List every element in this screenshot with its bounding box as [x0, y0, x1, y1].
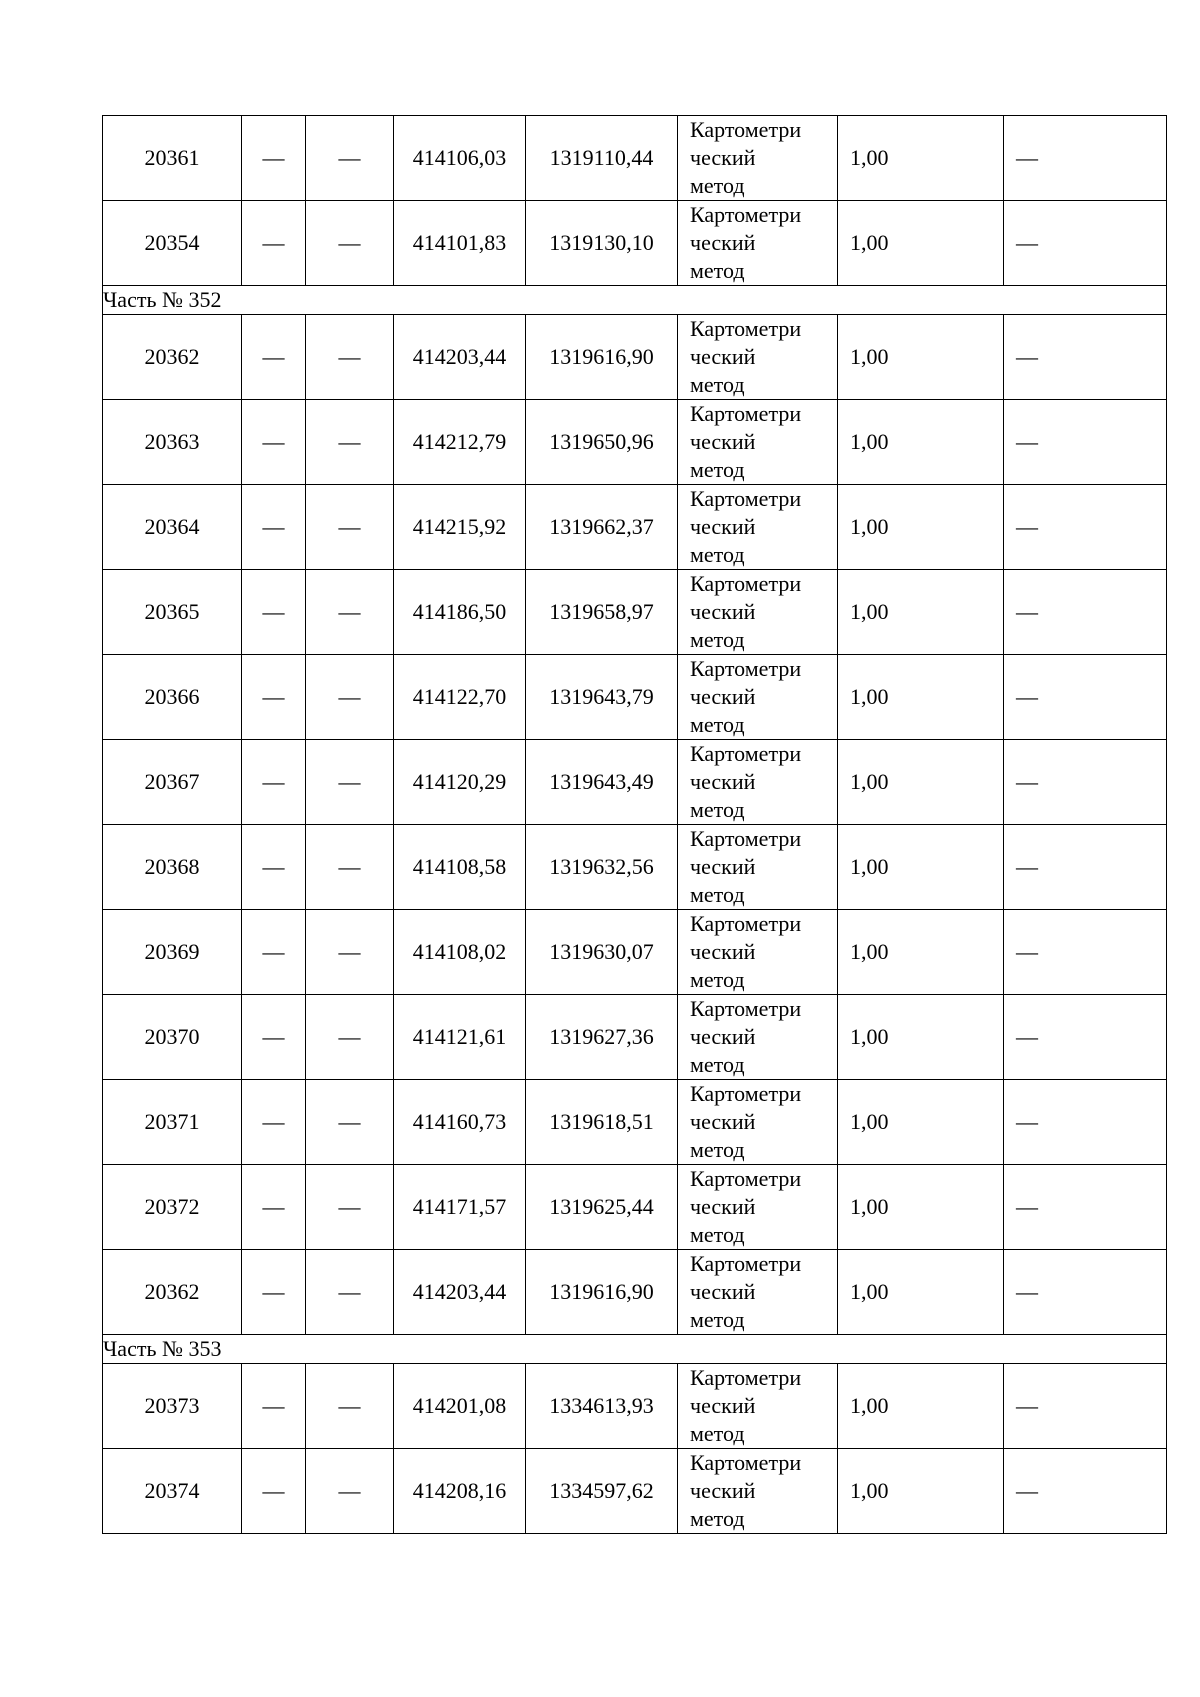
method-text-line: Картометри — [690, 401, 802, 426]
point-number: 20365 — [103, 570, 242, 655]
method-text-line: Картометри — [690, 1251, 802, 1276]
empty-dash-cell: — — [306, 910, 394, 995]
coordinate-y: 1319625,44 — [526, 1165, 678, 1250]
method-text-line: метод — [690, 173, 745, 198]
coordinate-y: 1319643,49 — [526, 740, 678, 825]
empty-dash-cell: — — [1004, 1364, 1167, 1449]
accuracy-value: 1,00 — [838, 400, 1004, 485]
method-cell — [678, 655, 838, 740]
empty-dash-cell: — — [242, 995, 306, 1080]
method-text-line: ческий — [690, 599, 756, 624]
method-text-line: метод — [690, 712, 745, 737]
table-row — [103, 570, 1167, 655]
empty-dash-cell: — — [1004, 740, 1167, 825]
method-text-line: Картометри — [690, 826, 802, 851]
coordinate-y: 1319658,97 — [526, 570, 678, 655]
empty-dash-cell: — — [242, 825, 306, 910]
accuracy-value: 1,00 — [838, 1080, 1004, 1165]
coordinate-x: 414186,50 — [394, 570, 526, 655]
coordinate-x: 414120,29 — [394, 740, 526, 825]
empty-dash-cell: — — [306, 570, 394, 655]
method-text-line: ческий — [690, 1279, 756, 1304]
coordinate-y: 1319662,37 — [526, 485, 678, 570]
coordinate-y: 1319650,96 — [526, 400, 678, 485]
accuracy-value: 1,00 — [838, 825, 1004, 910]
method-cell — [678, 995, 838, 1080]
empty-dash-cell: — — [1004, 910, 1167, 995]
point-number: 20361 — [103, 116, 242, 201]
coordinate-y: 1319630,07 — [526, 910, 678, 995]
method-cell — [678, 910, 838, 995]
point-number: 20370 — [103, 995, 242, 1080]
accuracy-value: 1,00 — [838, 1364, 1004, 1449]
method-cell — [678, 825, 838, 910]
empty-dash-cell: — — [242, 201, 306, 286]
part-header-row — [103, 286, 1167, 315]
method-text-line: Картометри — [690, 996, 802, 1021]
method-text-line: ческий — [690, 1109, 756, 1134]
coordinate-x: 414160,73 — [394, 1080, 526, 1165]
coordinate-x: 414208,16 — [394, 1449, 526, 1534]
method-text-line: метод — [690, 1506, 745, 1531]
method-text-line: Картометри — [690, 656, 802, 681]
part-label: Часть № 352 — [103, 286, 1167, 315]
empty-dash-cell: — — [1004, 116, 1167, 201]
table-row — [103, 1080, 1167, 1165]
empty-dash-cell: — — [242, 655, 306, 740]
point-number: 20364 — [103, 485, 242, 570]
empty-dash-cell: — — [306, 1080, 394, 1165]
coordinate-y: 1319643,79 — [526, 655, 678, 740]
table-row — [103, 995, 1167, 1080]
empty-dash-cell: — — [242, 1250, 306, 1335]
empty-dash-cell: — — [306, 315, 394, 400]
accuracy-value: 1,00 — [838, 116, 1004, 201]
point-number: 20366 — [103, 655, 242, 740]
empty-dash-cell: — — [242, 1080, 306, 1165]
method-cell — [678, 1364, 838, 1449]
table-row — [103, 825, 1167, 910]
accuracy-value: 1,00 — [838, 1165, 1004, 1250]
table-row — [103, 315, 1167, 400]
table-row — [103, 1449, 1167, 1534]
coordinate-y: 1319627,36 — [526, 995, 678, 1080]
coordinate-x: 414201,08 — [394, 1364, 526, 1449]
coordinate-y: 1319632,56 — [526, 825, 678, 910]
method-text-line: Картометри — [690, 1081, 802, 1106]
method-text-line: Картометри — [690, 202, 802, 227]
method-text-line: ческий — [690, 145, 756, 170]
method-text-line: Картометри — [690, 1450, 802, 1475]
method-text-line: Картометри — [690, 571, 802, 596]
point-number: 20362 — [103, 1250, 242, 1335]
method-text-line: ческий — [690, 514, 756, 539]
accuracy-value: 1,00 — [838, 485, 1004, 570]
accuracy-value: 1,00 — [838, 740, 1004, 825]
method-text-line: Картометри — [690, 486, 802, 511]
method-cell — [678, 570, 838, 655]
coordinate-x: 414121,61 — [394, 995, 526, 1080]
accuracy-value: 1,00 — [838, 910, 1004, 995]
method-cell — [678, 201, 838, 286]
empty-dash-cell: — — [1004, 570, 1167, 655]
empty-dash-cell: — — [1004, 400, 1167, 485]
empty-dash-cell: — — [306, 1250, 394, 1335]
point-number: 20354 — [103, 201, 242, 286]
coordinate-x: 414122,70 — [394, 655, 526, 740]
method-text-line: метод — [690, 967, 745, 992]
method-text-line: метод — [690, 1222, 745, 1247]
method-text-line: метод — [690, 627, 745, 652]
accuracy-value: 1,00 — [838, 655, 1004, 740]
empty-dash-cell: — — [242, 1449, 306, 1534]
method-text-line: метод — [690, 542, 745, 567]
point-number: 20363 — [103, 400, 242, 485]
method-text-line: метод — [690, 797, 745, 822]
coordinate-y: 1319616,90 — [526, 315, 678, 400]
empty-dash-cell: — — [1004, 1165, 1167, 1250]
empty-dash-cell: — — [306, 740, 394, 825]
table-row — [103, 116, 1167, 201]
empty-dash-cell: — — [306, 825, 394, 910]
table-row — [103, 400, 1167, 485]
empty-dash-cell: — — [1004, 201, 1167, 286]
accuracy-value: 1,00 — [838, 570, 1004, 655]
accuracy-value: 1,00 — [838, 201, 1004, 286]
accuracy-value: 1,00 — [838, 995, 1004, 1080]
empty-dash-cell: — — [1004, 1080, 1167, 1165]
method-text-line: Картометри — [690, 741, 802, 766]
empty-dash-cell: — — [306, 201, 394, 286]
coordinate-y: 1319618,51 — [526, 1080, 678, 1165]
empty-dash-cell: — — [242, 740, 306, 825]
method-text-line: Картометри — [690, 911, 802, 936]
method-text-line: Картометри — [690, 117, 802, 142]
empty-dash-cell: — — [306, 485, 394, 570]
coordinate-x: 414108,02 — [394, 910, 526, 995]
point-number: 20374 — [103, 1449, 242, 1534]
point-number: 20368 — [103, 825, 242, 910]
empty-dash-cell: — — [306, 116, 394, 201]
empty-dash-cell: — — [306, 400, 394, 485]
empty-dash-cell: — — [306, 1449, 394, 1534]
point-number: 20372 — [103, 1165, 242, 1250]
empty-dash-cell: — — [242, 400, 306, 485]
method-text-line: ческий — [690, 854, 756, 879]
empty-dash-cell: — — [1004, 1449, 1167, 1534]
coordinate-y: 1319130,10 — [526, 201, 678, 286]
coordinate-y: 1334613,93 — [526, 1364, 678, 1449]
empty-dash-cell: — — [242, 1364, 306, 1449]
empty-dash-cell: — — [1004, 655, 1167, 740]
table-row — [103, 201, 1167, 286]
part-label: Часть № 353 — [103, 1335, 1167, 1364]
method-text-line: ческий — [690, 769, 756, 794]
coordinate-x: 414203,44 — [394, 315, 526, 400]
method-text-line: метод — [690, 1052, 745, 1077]
point-number: 20373 — [103, 1364, 242, 1449]
coordinate-y: 1319616,90 — [526, 1250, 678, 1335]
empty-dash-cell: — — [242, 315, 306, 400]
empty-dash-cell: — — [242, 570, 306, 655]
method-cell — [678, 1080, 838, 1165]
table-row — [103, 740, 1167, 825]
method-text-line: ческий — [690, 1478, 756, 1503]
coordinate-x: 414108,58 — [394, 825, 526, 910]
method-cell — [678, 1250, 838, 1335]
empty-dash-cell: — — [1004, 315, 1167, 400]
empty-dash-cell: — — [242, 1165, 306, 1250]
method-text-line: Картометри — [690, 1365, 802, 1390]
table-row — [103, 1165, 1167, 1250]
method-text-line: ческий — [690, 1194, 756, 1219]
point-number: 20367 — [103, 740, 242, 825]
point-number: 20371 — [103, 1080, 242, 1165]
empty-dash-cell: — — [306, 1364, 394, 1449]
coordinates-table — [102, 115, 1167, 1534]
method-text-line: ческий — [690, 1024, 756, 1049]
method-cell — [678, 400, 838, 485]
method-text-line: Картометри — [690, 1166, 802, 1191]
coordinate-x: 414212,79 — [394, 400, 526, 485]
table-row — [103, 910, 1167, 995]
method-cell — [678, 1165, 838, 1250]
method-text-line: Картометри — [690, 316, 802, 341]
method-text-line: ческий — [690, 684, 756, 709]
coordinate-x: 414215,92 — [394, 485, 526, 570]
point-number: 20362 — [103, 315, 242, 400]
method-text-line: метод — [690, 372, 745, 397]
coordinate-y: 1334597,62 — [526, 1449, 678, 1534]
method-text-line: метод — [690, 882, 745, 907]
empty-dash-cell: — — [242, 485, 306, 570]
accuracy-value: 1,00 — [838, 1250, 1004, 1335]
part-header-row — [103, 1335, 1167, 1364]
empty-dash-cell: — — [306, 1165, 394, 1250]
method-text-line: ческий — [690, 344, 756, 369]
method-text-line: метод — [690, 258, 745, 283]
method-text-line: ческий — [690, 939, 756, 964]
empty-dash-cell: — — [1004, 825, 1167, 910]
method-cell — [678, 1449, 838, 1534]
point-number: 20369 — [103, 910, 242, 995]
method-cell — [678, 116, 838, 201]
method-cell — [678, 740, 838, 825]
coordinate-x: 414203,44 — [394, 1250, 526, 1335]
coordinate-x: 414101,83 — [394, 201, 526, 286]
method-text-line: метод — [690, 1137, 745, 1162]
table-row — [103, 1364, 1167, 1449]
accuracy-value: 1,00 — [838, 315, 1004, 400]
method-text-line: ческий — [690, 1393, 756, 1418]
coordinate-x: 414171,57 — [394, 1165, 526, 1250]
method-text-line: метод — [690, 457, 745, 482]
empty-dash-cell: — — [306, 655, 394, 740]
empty-dash-cell: — — [1004, 995, 1167, 1080]
method-text-line: метод — [690, 1307, 745, 1332]
empty-dash-cell: — — [1004, 1250, 1167, 1335]
empty-dash-cell: — — [242, 910, 306, 995]
method-cell — [678, 315, 838, 400]
empty-dash-cell: — — [306, 995, 394, 1080]
table-row — [103, 1250, 1167, 1335]
table-body — [103, 116, 1167, 1534]
coordinate-y: 1319110,44 — [526, 116, 678, 201]
coordinate-x: 414106,03 — [394, 116, 526, 201]
empty-dash-cell: — — [242, 116, 306, 201]
method-cell — [678, 485, 838, 570]
empty-dash-cell: — — [1004, 485, 1167, 570]
method-text-line: ческий — [690, 429, 756, 454]
table-row — [103, 655, 1167, 740]
accuracy-value: 1,00 — [838, 1449, 1004, 1534]
table-row — [103, 485, 1167, 570]
method-text-line: метод — [690, 1421, 745, 1446]
method-text-line: ческий — [690, 230, 756, 255]
